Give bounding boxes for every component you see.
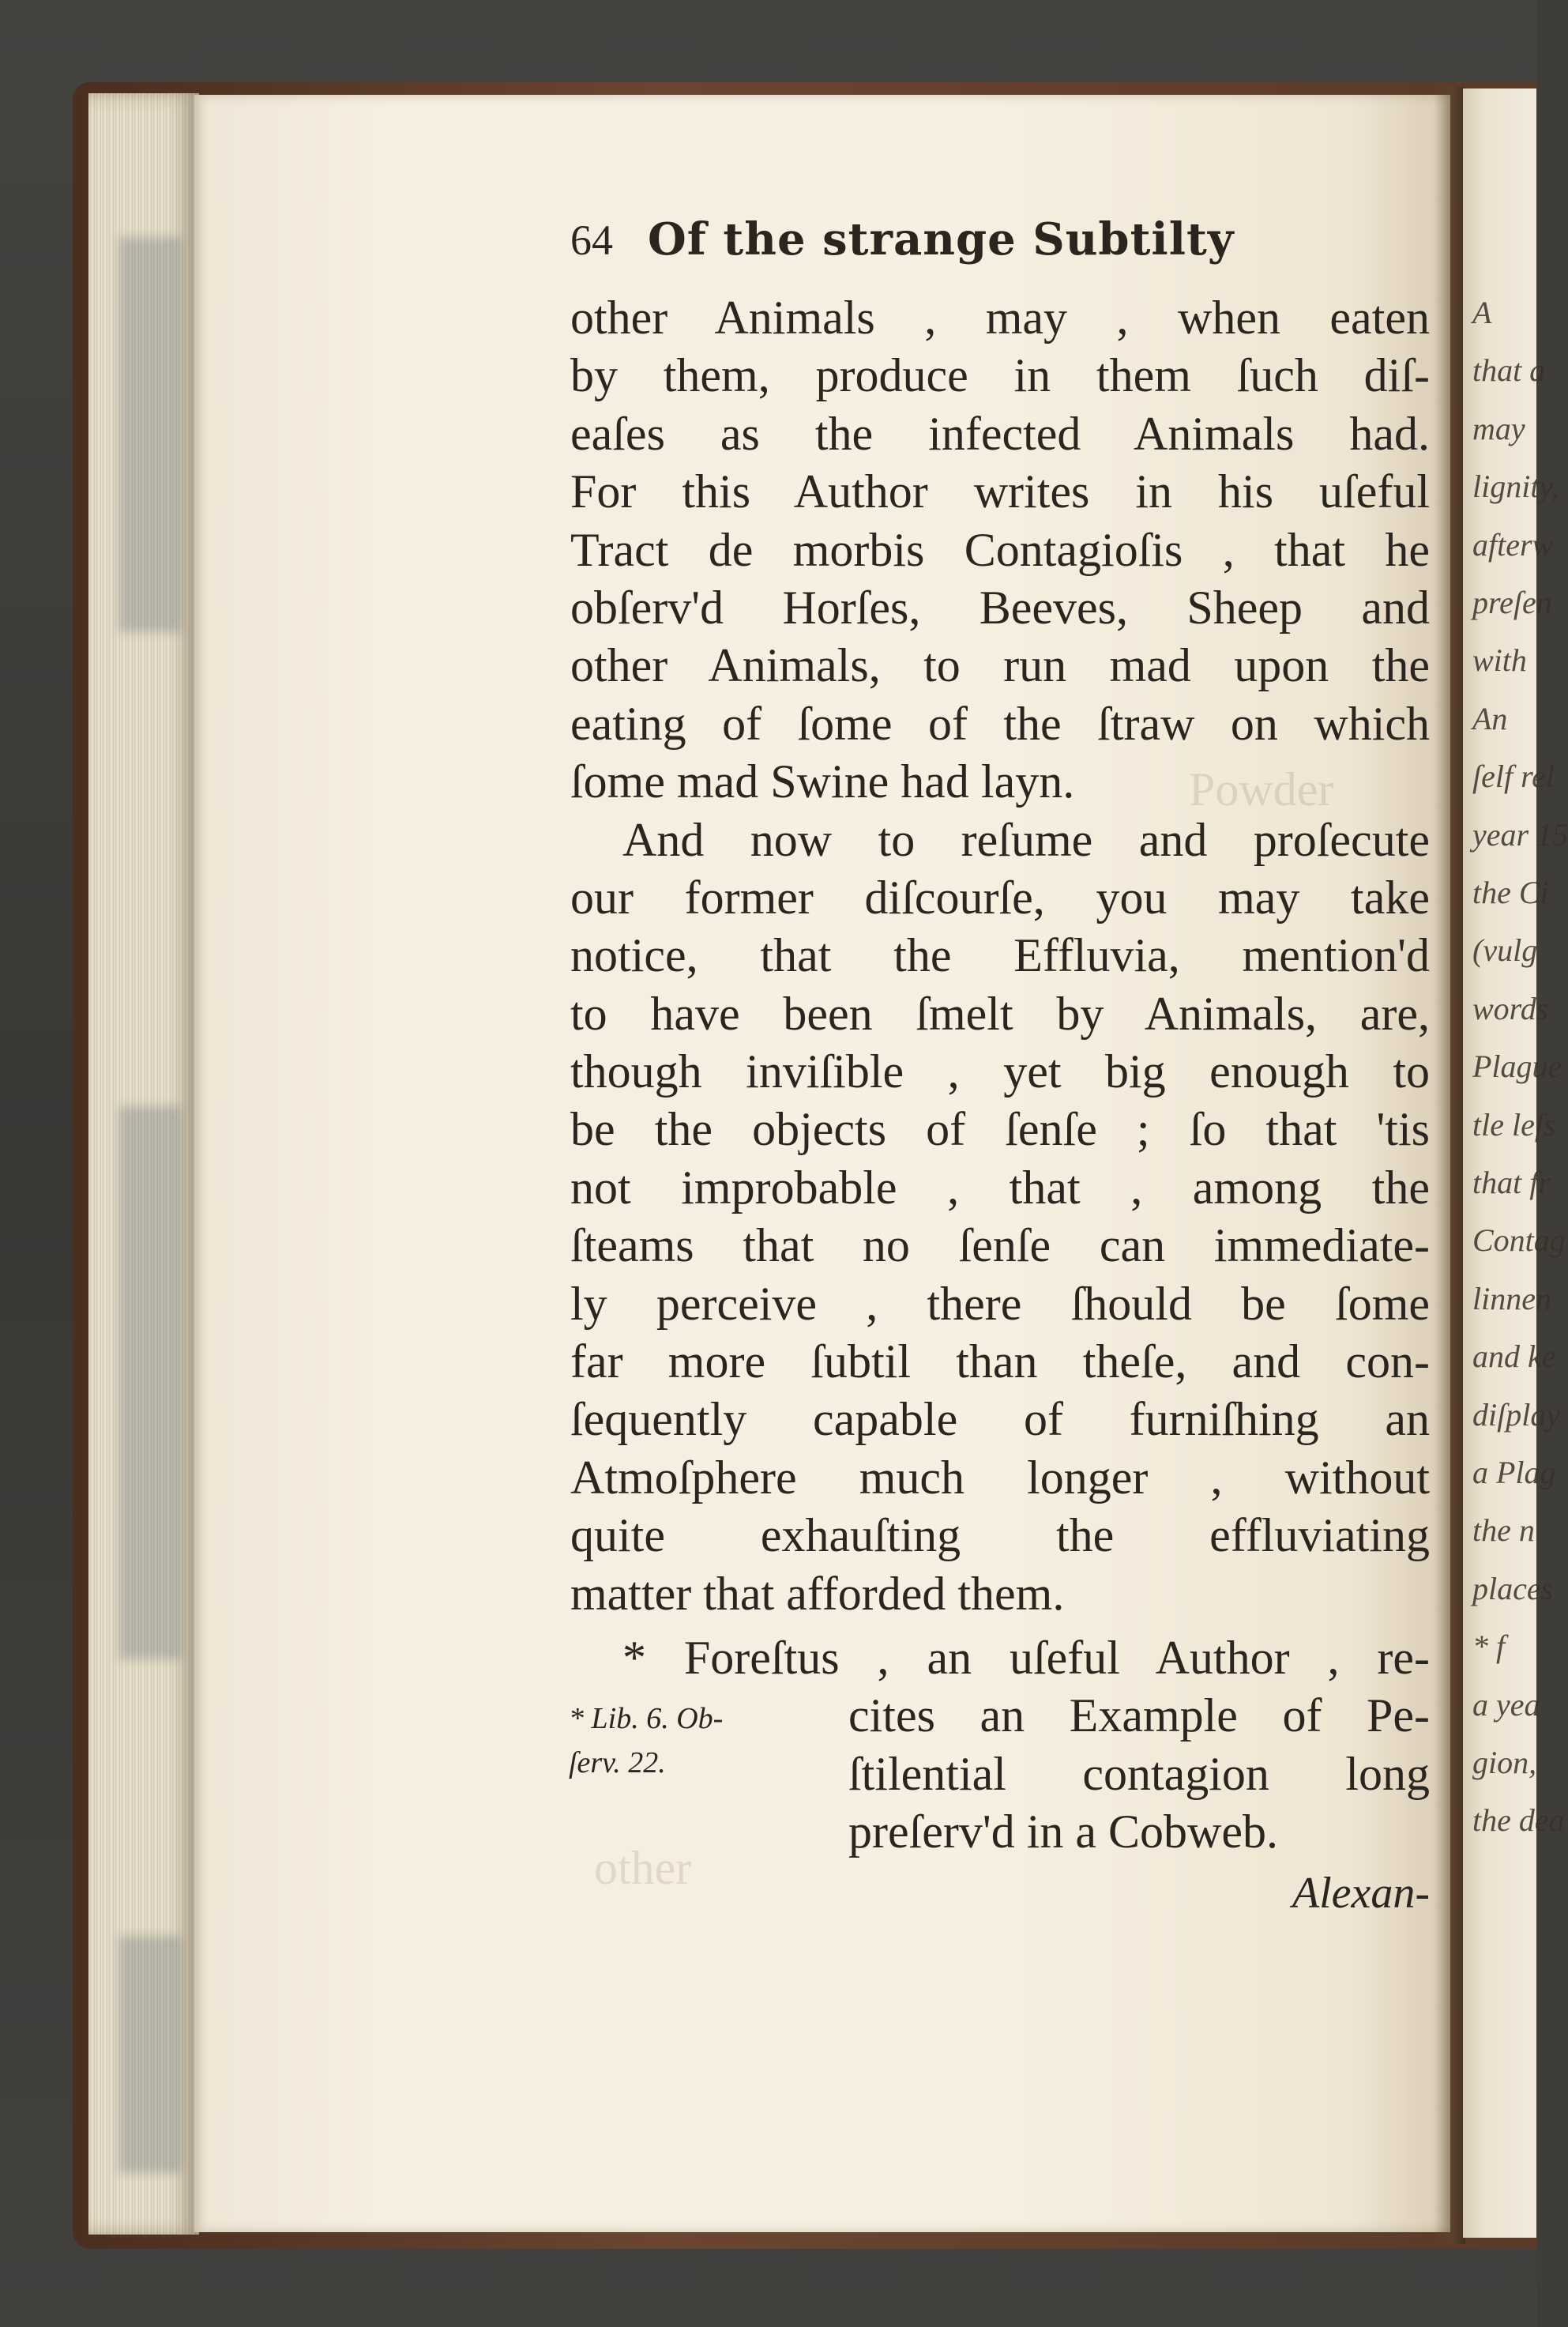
catchword: Alexan-: [1292, 1868, 1430, 1918]
text-line: not improbable , that , among the: [570, 1161, 1430, 1214]
text-line: ſteams that no ſenſe can immediate-: [570, 1219, 1430, 1272]
edge-stain: [118, 1106, 182, 1659]
page-number: 64: [570, 217, 613, 264]
show-through-text: other: [594, 1842, 692, 1894]
text-line: other Animals , may , when eaten: [570, 292, 1430, 344]
facing-page-fragment: Plague: [1472, 1049, 1562, 1085]
facing-page-fragment: diſplay: [1472, 1396, 1561, 1433]
footnote-first-line: * Foreſtus , an uſeful Author , re-: [622, 1631, 1430, 1684]
footnote-paragraph: [570, 1629, 1430, 1862]
marginal-note-line: * Lib. 6. Ob-: [569, 1702, 724, 1736]
body-text: [570, 289, 1430, 1623]
facing-page-fragment: ſelf rel: [1472, 759, 1555, 795]
text-line: Atmoſphere much longer , without: [570, 1451, 1430, 1504]
facing-page-fragment: a yea: [1472, 1686, 1540, 1723]
facing-page-fragment: words: [1472, 990, 1549, 1026]
facing-page: [1463, 88, 1568, 2238]
text-line: though inviſible , yet big enough to: [570, 1045, 1430, 1098]
edge-stain: [118, 1936, 182, 2173]
footnote-line: ſtilential contagion long: [848, 1747, 1430, 1800]
facing-page-fragment: and ke: [1472, 1339, 1556, 1375]
text-line: eaſes as the infected Animals had.: [570, 407, 1430, 460]
facing-page-fragment: that fr: [1472, 1165, 1551, 1200]
facing-page-fragment: linnen: [1472, 1280, 1551, 1316]
facing-page-fragment: * f: [1472, 1629, 1506, 1665]
gutter-shadow: [1434, 87, 1465, 2244]
facing-page-fragment: tle leſs: [1472, 1106, 1556, 1143]
text-line: ly perceive , there ſhould be ſome: [570, 1277, 1430, 1330]
marginal-note: [569, 1696, 806, 1785]
text-line: other Animals, to run mad upon the: [570, 639, 1430, 692]
facing-page-fragment: places: [1472, 1570, 1554, 1606]
show-through-text: Powder: [1189, 763, 1334, 815]
text-line: And now to reſume and proſecute: [622, 813, 1430, 866]
footnote-lines: [569, 1687, 1430, 1861]
facing-page-fragment: a Plag: [1472, 1455, 1556, 1490]
text-line: our former diſcourſe, you may take: [570, 871, 1430, 924]
facing-page-fragment: the Ci: [1472, 875, 1549, 910]
facing-page-fragment: (vulg: [1472, 932, 1538, 969]
facing-page-fragment: may: [1472, 410, 1525, 446]
text-line: obſerv'd Horſes, Beeves, Sheep and: [570, 581, 1430, 634]
text-line: matter that afforded them.: [570, 1567, 1065, 1620]
facing-page-fragment: with: [1472, 642, 1527, 679]
text-line: by them, produce in them ſuch diſ-: [570, 349, 1430, 402]
text-line: Tract de morbis Contagioſis , that he: [570, 523, 1430, 576]
footnote-line: preſerv'd in a Cobweb.: [848, 1805, 1278, 1858]
facing-page-fragment: An: [1472, 700, 1508, 736]
facing-page-fragment: afterw: [1472, 526, 1554, 563]
marginal-note-line: ſerv. 22.: [569, 1746, 666, 1780]
facing-page-fragment: that a: [1472, 352, 1546, 389]
facing-page-fragment: year 15: [1472, 816, 1568, 853]
facing-page-fragment: Contag: [1472, 1222, 1566, 1259]
text-block: [570, 213, 1430, 1922]
text-line: For this Author writes in his uſeful: [570, 465, 1430, 518]
facing-page-fragment: preſen: [1472, 585, 1552, 620]
text-line: be the objects of ſenſe ; ſo that 'tis: [570, 1103, 1430, 1156]
text-line: to have been ſmelt by Animals, are,: [570, 987, 1430, 1040]
text-line: notice, that the Effluvia, mention'd: [570, 929, 1430, 982]
edge-stain: [118, 237, 182, 632]
facing-page-fragment: lignity,: [1472, 469, 1559, 505]
facing-page-fragment: A: [1472, 295, 1492, 330]
facing-page-fragment: the n: [1472, 1512, 1535, 1549]
text-line: quite exhauſting the effluviating: [570, 1509, 1430, 1562]
text-line: ſome mad Swine had layn.: [570, 755, 1075, 808]
facing-page-fragment: gion,: [1472, 1745, 1537, 1780]
footnote-line: cites an Example of Pe-: [848, 1689, 1430, 1742]
text-line: far more ſubtil than theſe, and con-: [570, 1335, 1430, 1388]
facing-page-fragment: the dea: [1472, 1802, 1565, 1839]
text-line: eating of ſome of the ſtraw on which: [570, 697, 1430, 750]
running-head: [570, 213, 1430, 284]
text-line: ſequently capable of furniſhing an: [570, 1393, 1430, 1446]
running-title: Of the strange Subtilty: [648, 213, 1235, 265]
